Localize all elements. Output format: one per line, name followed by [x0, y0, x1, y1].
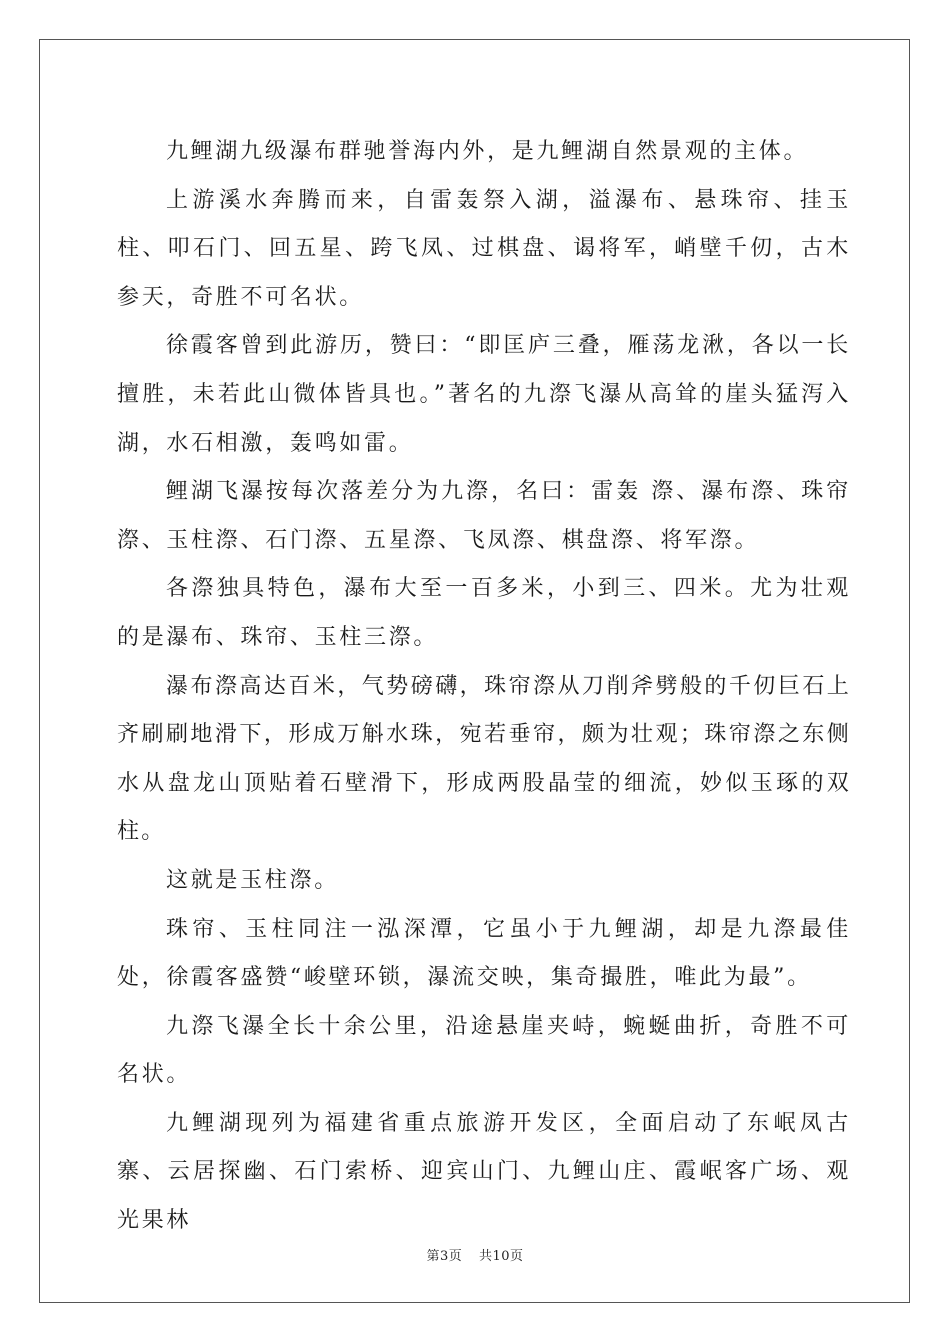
paragraph-6: 瀑布漈高达百米，气势磅礴，珠帘漈从刀削斧劈般的千仞巨石上齐刷刷地滑下，形成万斛水珠，宛若垂帘，颇为壮观；珠帘漈之东侧水从盘龙山顶贴着石壁滑下，形成两股晶莹的细流，妙似玉琢的双柱。: [117, 673, 851, 845]
paragraph-2: 上游溪水奔腾而来，自雷轰祭入湖，溢瀑布、悬珠帘、挂玉柱、叩石门、回五星、跨飞凤、过棋盘、谒将军，峭壁千仞，古木参天，奇胜不可名状。: [117, 187, 851, 310]
page-number: 第3页: [426, 1249, 463, 1264]
paragraph-10: 九鲤湖现列为福建省重点旅游开发区，全面启动了东岷凤古寨、云居探幽、石门索桥、迎宾山门、九鲤山庄、霞岷客广场、观光果林: [117, 1110, 851, 1234]
document-body: [117, 128, 851, 1246]
paragraph-7: 这就是玉柱漈。: [166, 867, 339, 893]
paragraph-1: 九鲤湖九级瀑布群驰誉海内外，是九鲤湖自然景观的主体。: [166, 139, 809, 164]
paragraph-5: 各漈独具特色，瀑布大至一百多米，小到三、四米。尤为壮观的是瀑布、珠帘、玉柱三漈。: [117, 576, 851, 650]
page-footer: [0, 1245, 950, 1264]
paragraph-3: 徐霞客曾到此游历，赞曰：“即匡庐三叠，雁荡龙湫，各以一长擅胜，未若此山微体皆具也。”著名的九漈飞瀑从高耸的崖头猛泻入湖，水石相激，轰鸣如雷。: [117, 333, 851, 456]
paragraph-9: 九漈飞瀑全长十余公里，沿途悬崖夹峙，蜿蜒曲折，奇胜不可名状。: [117, 1013, 851, 1088]
paragraph-8: 珠帘、玉柱同注一泓深潭，它虽小于九鲤湖，却是九漈最佳处，徐霞客盛赞“峻壁环锁，瀑流交映，集奇撮胜，唯此为最”。: [117, 916, 851, 991]
page-total: 共10页: [478, 1249, 524, 1264]
paragraph-4: 鲤湖飞瀑按每次落差分为九漈，名曰：雷轰 漈、瀑布漈、珠帘漈、玉柱漈、石门漈、五星漈、飞凤漈、棋盘漈、将军漈。: [117, 479, 851, 553]
